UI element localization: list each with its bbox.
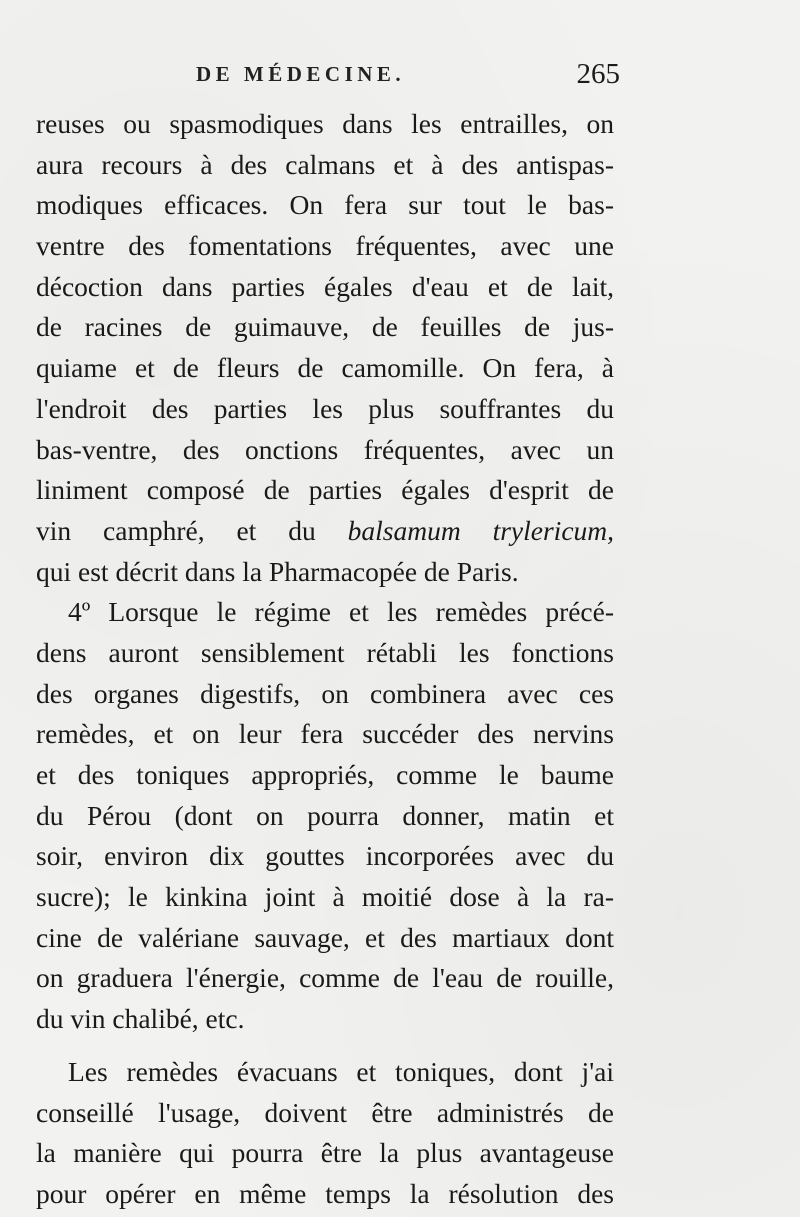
text-line: conseillé l'usage, doivent être administrés de	[36, 1096, 614, 1128]
text-line: bas-ventre, des onctions fréquentes, avec un	[36, 433, 614, 465]
text-line: ventre des fomentations fréquentes, avec une	[36, 230, 614, 262]
text-line: soir, environ dix gouttes incorporées avec du	[36, 840, 614, 872]
text-line: décoction dans parties égales d'eau et de lait,	[36, 270, 614, 302]
paragraph-start-line: 4º Lorsque le régime et les remèdes précé-	[68, 596, 614, 628]
text-line: de racines de guimauve, de feuilles de jus-	[36, 311, 614, 343]
text-line: aura recours à des calmans et à des antispas-	[36, 148, 614, 180]
text-line: la manière qui pourra être la plus avantageuse	[36, 1137, 614, 1169]
text-line: des organes digestifs, on combinera avec ces	[36, 677, 614, 709]
text-line: remèdes, et on leur fera succéder des nervins	[36, 718, 614, 750]
page-header	[196, 58, 620, 98]
text-line: reuses ou spasmodiques dans les entrailles, on	[36, 108, 614, 139]
text-line: et des toniques appropriés, comme le baume	[36, 759, 614, 790]
text-line: cine de valériane sauvage, et des martiaux dont	[36, 921, 614, 953]
text-line: quiame et de fleurs de camomille. On fera, à	[36, 352, 614, 384]
running-title: DE MÉDECINE.	[196, 62, 406, 86]
text-line: qui est décrit dans la Pharmacopée de Paris.	[36, 555, 519, 587]
paragraph-start-line: Les remèdes évacuans et toniques, dont j'ai	[68, 1055, 614, 1087]
text-line: dens auront sensiblement rétabli les fonctions	[36, 636, 614, 668]
italic-term: balsamum trylericum,	[347, 514, 615, 546]
text-line: on graduera l'énergie, comme de l'eau de rouille,	[36, 962, 614, 994]
text-line: l'endroit des parties les plus souffrantes du	[36, 392, 614, 424]
text-line: sucre); le kinkina joint à moitié dose à la ra-	[36, 881, 614, 913]
page-number: 265	[576, 58, 620, 90]
text-line: liniment composé de parties égales d'esprit de	[36, 474, 614, 506]
text-line: pour opérer en même temps la résolution des	[36, 1177, 614, 1209]
text-line-with-italic	[36, 511, 614, 552]
text-line: modiques efficaces. On fera sur tout le bas-	[36, 189, 614, 221]
body-text	[36, 104, 614, 1215]
text-fragment: vin camphré, et du	[36, 514, 316, 546]
text-line: du Pérou (dont on pourra donner, matin et	[36, 799, 614, 831]
text-line: du vin chalibé, etc.	[36, 1003, 245, 1035]
